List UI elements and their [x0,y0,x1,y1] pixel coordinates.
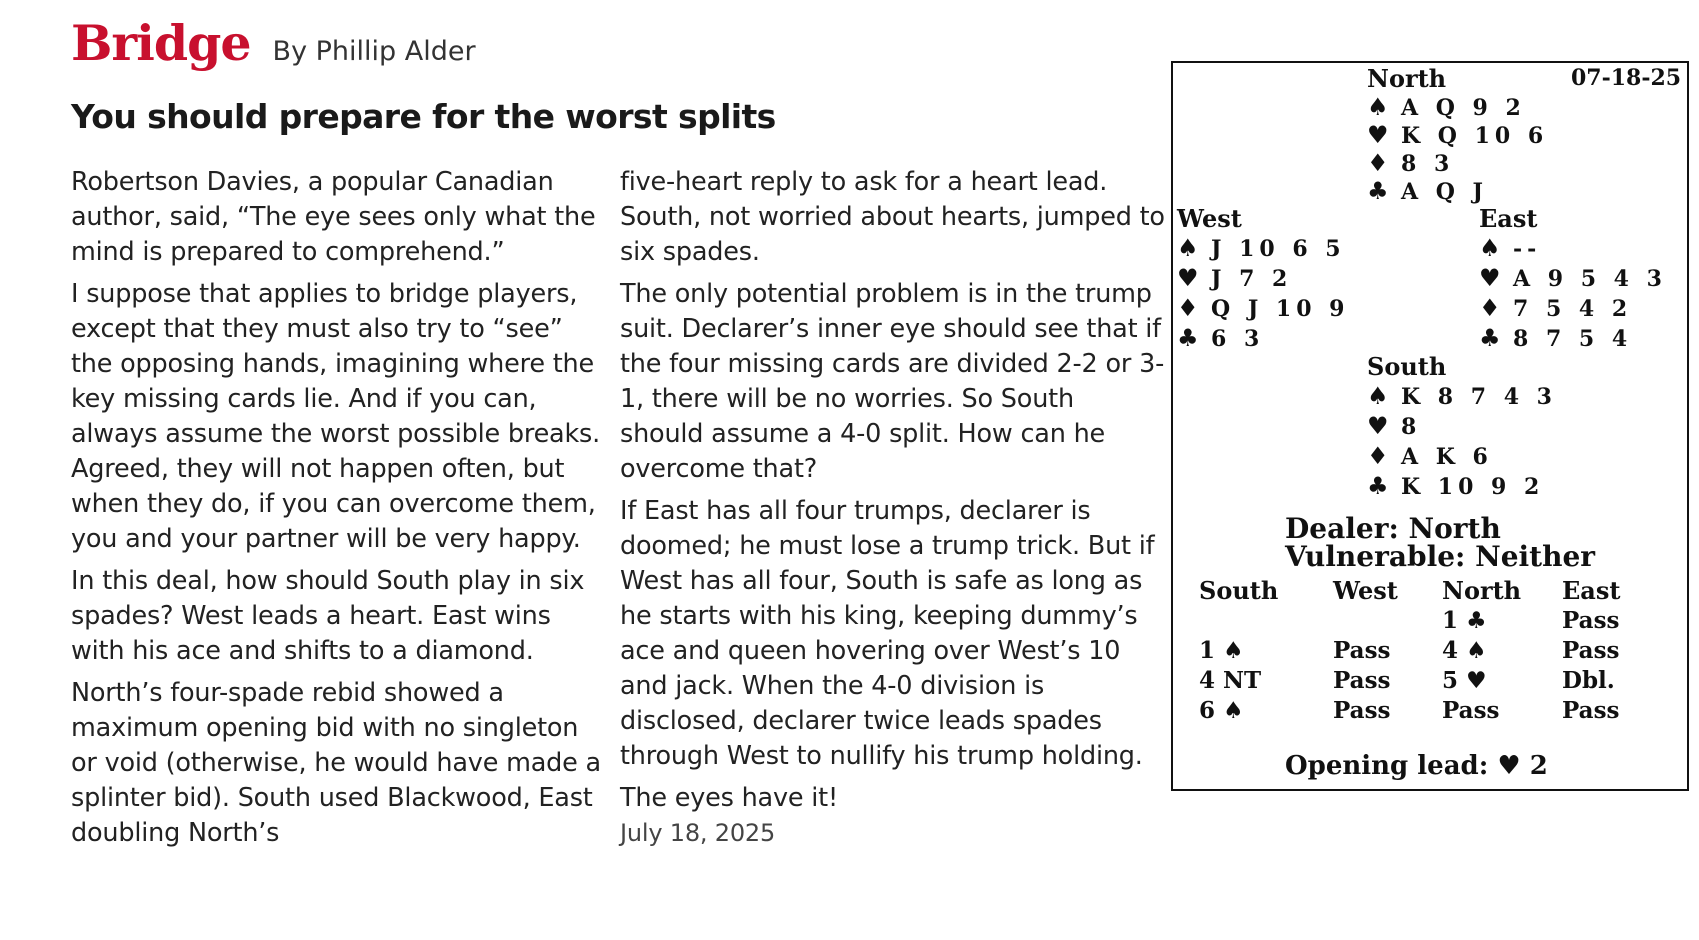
club-suit-icon: ♣ [1367,471,1389,500]
west-label: West [1177,204,1242,233]
holding: A Q J [1401,179,1488,205]
auction-bid: Pass [1333,697,1391,724]
holding: Q J 10 9 [1211,296,1350,322]
paragraph: I suppose that applies to bridge players, except that they must also try to “see” the opposing hands, imagining where the key missing cards lie. And if you can, always assume the worst possible breaks. Agreed, they will not happen often, but when they do, if you can overcome them, you and your partner will be very happy. [71,279,601,554]
deal-date-code: 07-18-25 [1571,65,1682,91]
holding: -- [1513,236,1542,262]
diamond-suit-icon: ♦ [1479,293,1501,322]
club-suit-icon: ♣ [1177,323,1199,352]
diamond-suit-icon: ♦ [1367,441,1389,470]
bridge-deal-diagram [1171,61,1689,791]
auction-bid: 6 ♠ [1199,697,1244,724]
auction-bid: 1 ♠ [1199,637,1244,664]
article-column-2 [620,165,1165,851]
article-column-1 [71,165,601,858]
west-spades [1177,233,1346,262]
holding: 8 3 [1401,151,1455,177]
auction-header-west: West [1333,576,1398,605]
auction-header-north: North [1442,576,1522,605]
auction-bid: Dbl. [1562,667,1615,694]
spade-suit-icon: ♠ [1479,233,1501,262]
heart-suit-icon: ♥ [1177,263,1199,292]
west-clubs [1177,323,1264,352]
paragraph: North’s four-spade rebid showed a maximum opening bid with no singleton or void (otherwise, he would have made a splinter bid). South used Blackwood, East doubling North’s [71,678,601,848]
west-hearts [1177,263,1292,292]
diamond-suit-icon: ♦ [1367,148,1389,177]
auction-header-south: South [1199,576,1279,605]
holding: 8 [1401,414,1422,440]
north-spades [1367,92,1526,121]
paragraph: In this deal, how should South play in six spades? West leads a heart. East wins with his ace and shifts to a diamond. [71,566,585,666]
auction-bid: 4 NT [1199,667,1262,694]
south-hearts [1367,411,1421,440]
south-spades [1367,381,1557,410]
holding: A K 6 [1401,444,1493,470]
auction-bid: 5 ♥ [1442,667,1487,694]
spade-suit-icon: ♠ [1367,381,1389,410]
heart-suit-icon: ♥ [1479,263,1501,292]
club-suit-icon: ♣ [1479,323,1501,352]
holding: K Q 10 6 [1401,123,1549,149]
auction-bid: Pass [1333,637,1391,664]
holding: J 7 2 [1211,266,1293,292]
auction-header-east: East [1562,576,1621,605]
paragraph: The eyes have it! [620,783,838,813]
east-clubs [1479,323,1632,352]
holding: 6 3 [1211,326,1265,352]
holding: K 8 7 4 3 [1401,384,1557,410]
auction-bid: Pass [1562,607,1620,634]
holding: A 9 5 4 3 [1513,266,1667,292]
west-diamonds [1177,293,1349,322]
paragraph: The only potential problem is in the trump suit. Declarer’s inner eye should see that if the four missing cards are divided 2-2 or 3-1, there will be no worries. So South should assume a 4-0 split. How can he overcome that? [620,279,1165,484]
article-headline: You should prepare for the worst splits [71,97,776,136]
east-hearts [1479,263,1667,292]
east-diamonds [1479,293,1632,322]
holding: A Q 9 2 [1401,95,1526,121]
author-byline: By Phillip Alder [272,36,476,67]
masthead [71,14,476,72]
paragraph: Robertson Davies, a popular Canadian author, said, “The eye sees only what the mind is prepared to comprehend.” [71,167,596,267]
spade-suit-icon: ♠ [1177,233,1199,262]
dealer-info: Dealer: North [1285,512,1501,545]
paragraph: five-heart reply to ask for a heart lead. South, not worried about hearts, jumped to six spades. [620,167,1165,267]
vulnerability-info: Vulnerable: Neither [1285,540,1596,573]
north-label: North [1367,64,1447,93]
holding: 7 5 4 2 [1513,296,1633,322]
article-date: July 18, 2025 [620,819,776,847]
north-diamonds [1367,148,1454,177]
holding: K 10 9 2 [1401,474,1545,500]
spade-suit-icon: ♠ [1367,92,1389,121]
auction-bid: Pass [1442,697,1500,724]
east-label: East [1479,204,1538,233]
diamond-suit-icon: ♦ [1177,293,1199,322]
holding: J 10 6 5 [1211,236,1346,262]
column-brand-title: Bridge [71,14,251,72]
auction-bid: 1 ♣ [1442,607,1487,634]
north-hearts [1367,120,1548,149]
south-label: South [1367,352,1447,381]
paragraph: If East has all four trumps, declarer is doomed; he must lose a trump trick. But if West has all four, South is safe as long as he starts with his king, keeping dummy’s ace and queen hovering over West’s 10 and jack. When the 4-0 division is disclosed, declarer twice leads spades through West to nullify his trump holding. [620,496,1155,771]
south-diamonds [1367,441,1493,470]
heart-suit-icon: ♥ [1367,120,1389,149]
south-clubs [1367,471,1544,500]
auction-bid: Pass [1562,637,1620,664]
east-spades [1479,233,1541,262]
heart-suit-icon: ♥ [1367,411,1389,440]
north-clubs [1367,176,1488,205]
auction-bid: Pass [1562,697,1620,724]
holding: 8 7 5 4 [1513,326,1633,352]
club-suit-icon: ♣ [1367,176,1389,205]
auction-bid: Pass [1333,667,1391,694]
opening-lead: Opening lead: ♥ 2 [1285,751,1548,781]
auction-bid: 4 ♠ [1442,637,1487,664]
